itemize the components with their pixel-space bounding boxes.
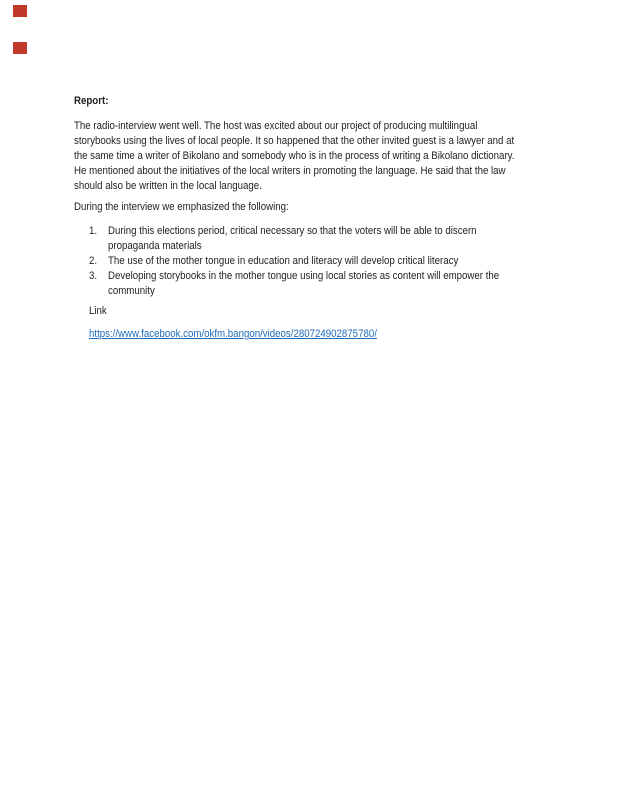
report-paragraph xyxy=(74,119,574,194)
link-line xyxy=(89,327,516,342)
red-corner-mark-top xyxy=(13,5,27,17)
report-heading: Report: xyxy=(74,95,109,107)
numbered-list xyxy=(74,224,574,299)
red-corner-mark-bottom xyxy=(13,42,27,54)
list-item-line: community xyxy=(108,285,155,297)
list-item-number: 1. xyxy=(89,225,98,237)
list-item xyxy=(89,224,574,254)
list-item-text xyxy=(108,269,574,299)
list-item-line: propaganda materials xyxy=(108,240,202,252)
list-item-text xyxy=(108,224,574,254)
list-item xyxy=(89,269,574,299)
list-item-number: 2. xyxy=(89,255,98,267)
paragraph-line: should also be written in the local language. xyxy=(74,180,262,192)
list-item-line: Developing storybooks in the mother tongue using local stories as content will empower the xyxy=(108,270,500,282)
emphasis-intro: During the interview we emphasized the following: xyxy=(74,201,289,213)
report-body xyxy=(74,0,574,342)
paragraph-line: the same time a writer of Bikolano and somebody who is in the process of writing a Bikolano dictionary. xyxy=(74,150,515,162)
facebook-video-link[interactable]: https://www.facebook.com/okfm.bangon/videos/280724902875780/ xyxy=(89,328,377,340)
paragraph-line: He mentioned about the initiatives of the local writers in promoting the language. He said that the law xyxy=(74,165,506,177)
list-item xyxy=(89,254,574,269)
list-item-text xyxy=(108,254,574,269)
paragraph-line: The radio-interview went well. The host was excited about our project of producing multilingual xyxy=(74,120,478,132)
paragraph-line: storybooks using the lives of local people. It so happened that the other invited guest is a lawyer and at xyxy=(74,135,515,147)
link-label: Link xyxy=(89,305,107,317)
list-item-number: 3. xyxy=(89,270,98,282)
list-item-line: During this elections period, critical necessary so that the voters will be able to discern xyxy=(108,225,477,237)
list-item-line: The use of the mother tongue in education and literacy will develop critical literacy xyxy=(108,255,459,267)
